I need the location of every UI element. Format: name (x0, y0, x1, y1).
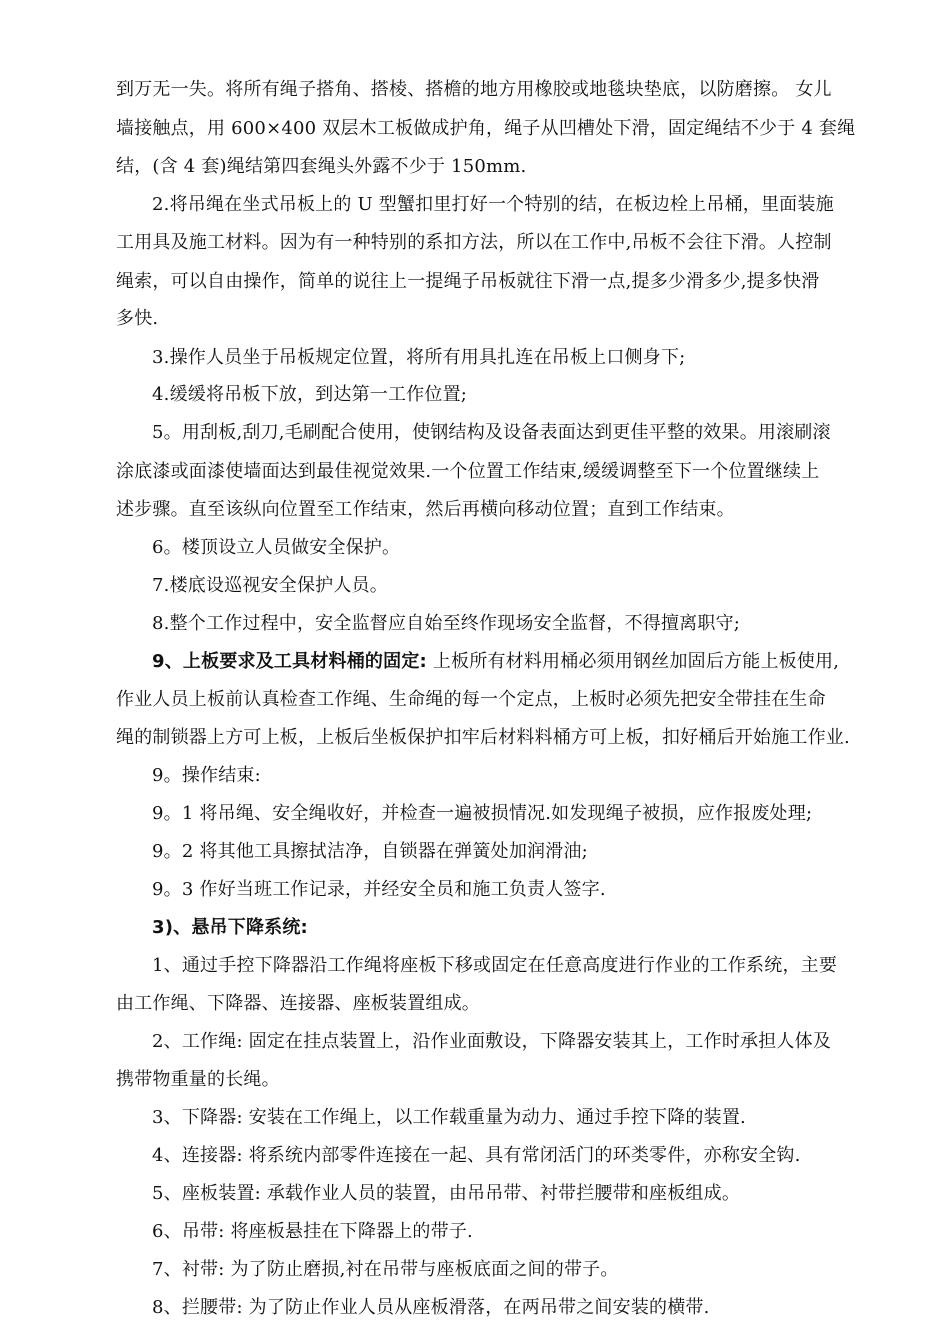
paragraph-line: 5、座板装置: 承载作业人员的装置，由吊吊带、衬带拦腰带和座板组成。 (152, 1183, 741, 1204)
paragraph-line: 4、连接器: 将系统内部零件连接在一起、具有常闭活门的环类零件，亦称安全钩. (152, 1145, 801, 1166)
paragraph-line: 由工作绳、下降器、连接器、座板装置组成。 (116, 993, 480, 1014)
paragraph-text: 上板所有材料用桶必须用钢丝加固后方能上板使用, (432, 651, 840, 672)
paragraph-line: 述步骤。直至该纵向位置至工作结束，然后再横向移动位置；直到工作结束。 (116, 499, 735, 520)
paragraph-line: 9。1 将吊绳、安全绳收好，并检查一遍被损情况.如发现绳子被损，应作报废处理; (152, 803, 813, 824)
section-heading: 3)、悬吊下降系统: (152, 917, 308, 938)
paragraph-line (152, 650, 839, 674)
paragraph-line: 2、工作绳: 固定在挂点装置上，沿作业面敷设，下降器安装其上，工作时承担人体及 (152, 1031, 832, 1052)
paragraph-line: 结，(含 4 套)绳结第四套绳头外露不少于 150mm. (116, 156, 527, 177)
paragraph-line: 9。3 作好当班工作记录，并经安全员和施工负责人签字. (152, 879, 606, 900)
paragraph-line: 4.缓缓将吊板下放，到达第一工作位置; (152, 384, 468, 405)
paragraph-line: 5。用刮板,刮刀,毛刷配合使用，使钢结构及设备表面达到更佳平整的效果。用滚刷滚 (152, 422, 831, 443)
paragraph-line: 3、下降器: 安装在工作绳上，以工作载重量为动力、通过手控下降的装置. (152, 1107, 746, 1128)
paragraph-line: 9。2 将其他工具擦拭洁净，自锁器在弹簧处加润滑油; (152, 841, 588, 862)
paragraph-line: 墙接触点，用 600×400 双层木工板做成护角，绳子从凹槽处下滑，固定绳结不少于 4 套绳 (116, 118, 856, 139)
paragraph-line: 6。楼顶设立人员做安全保护。 (152, 537, 401, 558)
paragraph-line: 作业人员上板前认真检查工作绳、生命绳的每一个定点，上板时必须先把安全带挂在生命 (116, 689, 826, 710)
paragraph-line: 3.操作人员坐于吊板规定位置，将所有用具扎连在吊板上口侧身下; (152, 347, 686, 368)
paragraph-line: 携带物重量的长绳。 (116, 1069, 280, 1090)
paragraph-line: 绳的制锁器上方可上板，上板后坐板保护扣牢后材料料桶方可上板，扣好桶后开始施工作业. (116, 727, 850, 748)
paragraph-line: 8、拦腰带: 为了防止作业人员从座板滑落，在两吊带之间安装的横带. (152, 1297, 710, 1318)
paragraph-line: 工用具及施工材料。因为有一种特别的系扣方法，所以在工作中,吊板不会往下滑。人控制 (116, 232, 832, 253)
paragraph-line: 8.整个工作过程中，安全监督应自始至终作现场安全监督，不得擅离职守; (152, 613, 741, 634)
paragraph-line: 涂底漆或面漆使墙面达到最佳视觉效果.一个位置工作结束,缓缓调整至下一个位置继续上 (116, 461, 820, 482)
paragraph-line: 7.楼底设巡视安全保护人员。 (152, 575, 388, 596)
paragraph-line: 9。操作结束: (152, 765, 261, 786)
paragraph-line: 1、通过手控下降器沿工作绳将座板下移或固定在任意高度进行作业的工作系统，主要 (152, 955, 838, 976)
paragraph-line: 绳索，可以自由操作，简单的说往上一提绳子吊板就往下滑一点,提多少滑多少,提多快滑 (116, 271, 820, 292)
paragraph-line: 到万无一失。将所有绳子搭角、搭棱、搭檐的地方用橡胶或地毯块垫底，以防磨擦。 女儿 (116, 79, 832, 100)
paragraph-line: 多快. (116, 308, 159, 329)
paragraph-line: 6、吊带: 将座板悬挂在下降器上的带子. (152, 1221, 473, 1242)
bold-heading: 9、上板要求及工具材料桶的固定: (152, 651, 427, 672)
paragraph-line: 7、衬带: 为了防止磨损,衬在吊带与座板底面之间的带子。 (152, 1259, 619, 1280)
paragraph-line: 2.将吊绳在坐式吊板上的 U 型蟹扣里打好一个特别的结，在板边栓上吊桶，里面装施 (152, 194, 834, 215)
